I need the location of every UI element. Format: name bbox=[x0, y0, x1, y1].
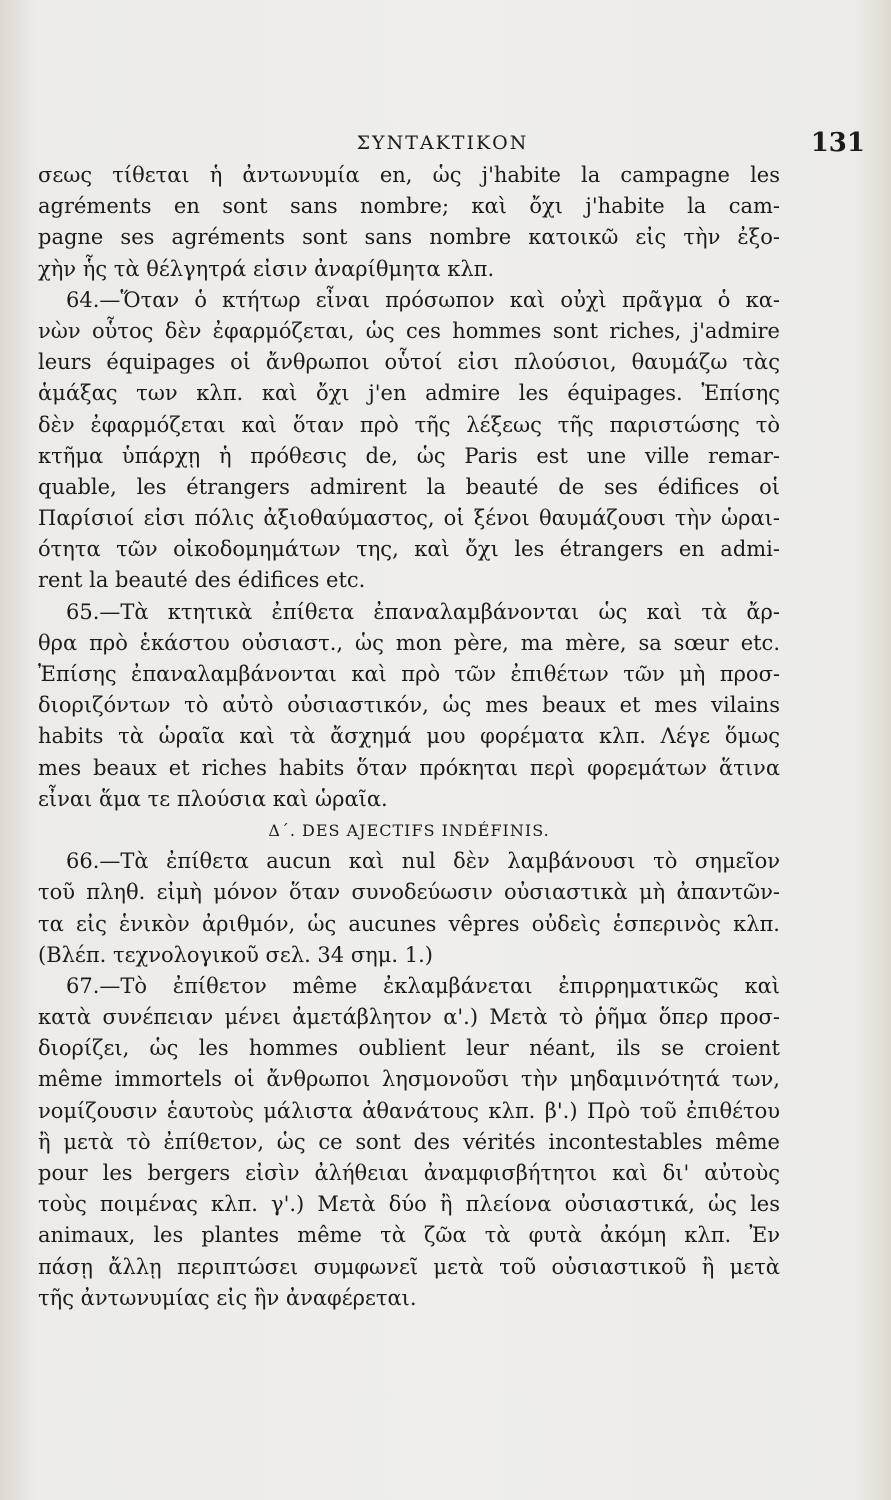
section-heading: Δ΄. DES AJECTIFS INDÉFINIS. bbox=[268, 820, 550, 840]
text-line: agréments en sont sans nombre; καὶ ὄχι j'habite la cam- bbox=[38, 194, 780, 219]
text-line: πάσῃ ἄλλῃ περιπτώσει συμφωνεῖ μετὰ τοῦ οὐσιαστικοῦ ἢ μετὰ bbox=[38, 1254, 780, 1279]
text-line: ότητα τῶν οἰκοδομημάτων της, καὶ ὄχι les étrangers en admi- bbox=[38, 537, 780, 562]
text-line: Παρίσιοί εἰσι πόλις ἀξιοθαύμαστος, οἱ ξένοι θαυμάζουσι τὴν ὡραι- bbox=[38, 506, 780, 531]
page-number: 131 bbox=[810, 128, 865, 158]
text-line: διοριζόντων τὸ αὐτὸ οὐσιαστικόν, ὡς mes beaux et mes vilains bbox=[38, 693, 780, 718]
text-line: νὼν οὗτος δὲν ἐφαρμόζεται, ὡς ces hommes sont riches, j'admire bbox=[38, 318, 780, 343]
text-line: ἁμάξας των κλπ. καὶ ὄχι j'en admire les équipages. Ἐπίσης bbox=[38, 381, 780, 406]
text-line: habits τὰ ὡραῖα καὶ τὰ ἄσχημά μου φορέματα κλπ. Λέγε ὅμως bbox=[38, 724, 780, 749]
text-line: ἢ μετὰ τὸ ἐπίθετον, ὡς ce sont des vérités incontestables même bbox=[38, 1129, 780, 1154]
text-line: leurs équipages οἱ ἄνθρωποι οὗτοί εἰσι πλούσιοι, θαυμάζω τὰς bbox=[38, 350, 780, 375]
text-line: quable, les étrangers admirent la beauté de ses édifices οἱ bbox=[38, 474, 780, 499]
text-line: τα εἰς ἑνικὸν ἀριθμόν, ὡς aucunes vêpres οὐδεὶς ἑσπερινὸς κλπ. bbox=[38, 911, 780, 936]
body-text bbox=[38, 160, 780, 1314]
text-line: εἶναι ἅμα τε πλούσια καὶ ὡραῖα. bbox=[38, 786, 388, 811]
paragraph-67-start: 67.—Τὸ ἐπίθετον même ἐκλαμβάνεται ἐπιρρηματικῶς καὶ bbox=[66, 973, 780, 998]
text-line: τοῦ πληθ. εἰμὴ μόνον ὅταν συνοδεύωσιν οὐσιαστικὰ μὴ ἀπαντῶν- bbox=[38, 880, 780, 905]
text-line: (Βλέπ. τεχνολογικοῦ σελ. 34 σημ. 1.) bbox=[38, 942, 433, 967]
page-header bbox=[20, 128, 865, 162]
text-line: θρα πρὸ ἑκάστου οὐσιαστ., ὡς mon père, ma mère, sa sœur etc. bbox=[38, 630, 780, 655]
text-line: τῆς ἀντωνυμίας εἰς ἣν ἀναφέρεται. bbox=[38, 1285, 417, 1310]
text-line: animaux, les plantes même τὰ ζῶα τὰ φυτὰ ἀκόμη κλπ. Ἐν bbox=[38, 1223, 780, 1248]
text-line: νομίζουσιν ἑαυτοὺς μάλιστα ἀθανάτους κλπ. β'.) Πρὸ τοῦ ἐπιθέτου bbox=[38, 1098, 780, 1123]
text-line: διορίζει, ὡς les hommes oublient leur néant, ils se croient bbox=[38, 1036, 780, 1061]
text-line: rent la beauté des édifices etc. bbox=[38, 568, 366, 593]
text-line: pagne ses agréments sont sans nombre κατοικῶ εἰς τὴν ἐξο- bbox=[38, 225, 780, 250]
text-line: κατὰ συνέπειαν μένει ἀμετάβλητον α'.) Μετὰ τὸ ῥῆμα ὅπερ προσ- bbox=[38, 1005, 780, 1030]
text-line: Ἐπίσης ἐπαναλαμβάνονται καὶ πρὸ τῶν ἐπιθέτων τῶν μὴ προσ- bbox=[38, 662, 780, 686]
running-title: ΣΥΝΤΑΚΤΙΚΟΝ bbox=[356, 132, 529, 154]
paragraph-66-start: 66.—Τὰ ἐπίθετα aucun καὶ nul δὲν λαμβάνουσι τὸ σημεῖον bbox=[66, 849, 780, 874]
text-line: κτῆμα ὑπάρχῃ ἡ πρόθεσις de, ὡς Paris est une ville remar- bbox=[38, 443, 780, 468]
text-line: même immortels οἱ ἄνθρωποι λησμονοῦσι τὴν μηδαμινότητά των, bbox=[38, 1067, 780, 1092]
text-line: δὲν ἐφαρμόζεται καὶ ὅταν πρὸ τῆς λέξεως τῆς παριστώσης τὸ bbox=[38, 412, 780, 437]
paragraph-64-start: 64.—Ὅταν ὁ κτήτωρ εἶναι πρόσωπον καὶ οὐχὶ πρᾶγμα ὁ κα- bbox=[66, 287, 780, 312]
text-line: mes beaux et riches habits ὅταν πρόκηται περὶ φορεμάτων ἅτινα bbox=[38, 755, 780, 780]
text-line: σεως τίθεται ἡ ἀντωνυμία en, ὡς j'habite la campagne les bbox=[38, 163, 780, 187]
text-line: τοὺς ποιμένας κλπ. γ'.) Μετὰ δύο ἢ πλείονα οὐσιαστικά, ὡς les bbox=[38, 1192, 780, 1217]
text-line: χὴν ἧς τὰ θέλγητρά εἰσιν ἀναρίθμητα κλπ. bbox=[38, 256, 495, 281]
paragraph-65-start: 65.—Τὰ κτητικὰ ἐπίθετα ἐπαναλαμβάνονται ὡς καὶ τὰ ἄρ- bbox=[66, 599, 780, 624]
text-line: pour les bergers εἰσὶν ἀλήθειαι ἀναμφισβήτητοι καὶ δι' αὐτοὺς bbox=[38, 1161, 780, 1185]
